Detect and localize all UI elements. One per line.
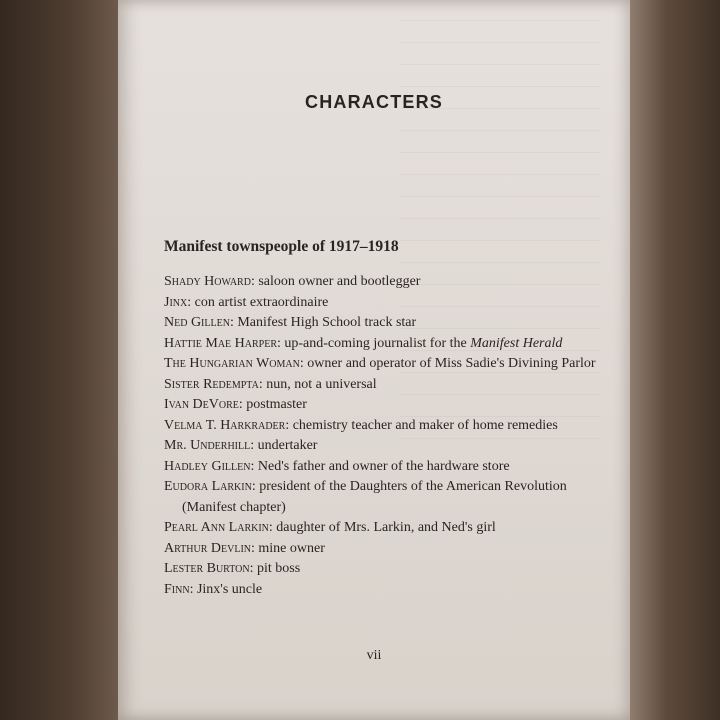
character-description: : mine owner bbox=[251, 540, 325, 556]
character-name: Arthur Devlin bbox=[164, 540, 252, 556]
character-name: Jinx bbox=[164, 294, 188, 310]
character-description: : undertaker bbox=[250, 438, 318, 453]
character-list bbox=[164, 238, 614, 600]
character-description: : saloon owner and bootlegger bbox=[250, 274, 421, 289]
list-item bbox=[164, 416, 614, 437]
list-item bbox=[164, 272, 614, 293]
character-name: Shady Howard bbox=[164, 274, 251, 289]
character-description: : president of the Daughters of the American Revolution (Manifest chapter) bbox=[182, 479, 567, 515]
character-name: Ned Gillen bbox=[164, 315, 230, 330]
character-name: Hattie Mae Harper bbox=[164, 335, 277, 351]
character-description: : Jinx's uncle bbox=[189, 581, 263, 597]
character-description: : Ned's father and owner of the hardware store bbox=[250, 458, 510, 474]
list-item bbox=[164, 457, 614, 478]
character-name: Mr. Underhill bbox=[164, 438, 251, 453]
character-name: Ivan DeVore bbox=[164, 397, 239, 412]
character-description: : nun, not a universal bbox=[258, 376, 377, 392]
book-page bbox=[118, 0, 630, 720]
character-description: : daughter of Mrs. Larkin, and Ned's girl bbox=[268, 520, 496, 535]
character-description: : owner and operator of Miss Sadie's Divining Parlor bbox=[299, 356, 596, 371]
list-item bbox=[164, 477, 614, 518]
list-item bbox=[164, 293, 614, 314]
page-number: vii bbox=[366, 648, 382, 663]
list-item bbox=[164, 436, 614, 457]
character-name: Lester Burton bbox=[164, 561, 250, 576]
list-item bbox=[164, 580, 614, 601]
character-name: Velma T. Harkrader bbox=[164, 417, 286, 433]
character-description: : up-and-coming journalist for the bbox=[277, 335, 467, 351]
list-item bbox=[164, 395, 614, 416]
page-title: CHARACTERS bbox=[305, 92, 443, 112]
section-heading: Manifest townspeople of 1917–1918 bbox=[164, 238, 399, 255]
list-item bbox=[164, 518, 614, 539]
list-item bbox=[164, 375, 614, 396]
character-description: : Manifest High School track star bbox=[229, 315, 417, 330]
book-edge-shadow bbox=[630, 0, 720, 720]
character-name: Pearl Ann Larkin bbox=[164, 520, 269, 535]
character-name: Hadley Gillen bbox=[164, 458, 251, 474]
list-item bbox=[164, 354, 614, 375]
list-item bbox=[164, 559, 614, 580]
list-item bbox=[164, 539, 614, 560]
character-description: : pit boss bbox=[249, 561, 301, 576]
character-description: : postmaster bbox=[238, 397, 307, 412]
book-gutter-shadow bbox=[0, 0, 118, 720]
newspaper-title: Manifest Herald bbox=[470, 335, 563, 351]
character-description: : con artist extraordinaire bbox=[187, 294, 329, 310]
character-description: : chemistry teacher and maker of home remedies bbox=[285, 417, 558, 433]
list-item bbox=[164, 334, 614, 355]
list-item bbox=[164, 313, 614, 334]
character-name: Finn bbox=[164, 581, 190, 597]
character-name: Eudora Larkin bbox=[164, 479, 252, 494]
character-name: The Hungarian Woman bbox=[164, 356, 300, 371]
character-name: Sister Redempta bbox=[164, 376, 259, 392]
